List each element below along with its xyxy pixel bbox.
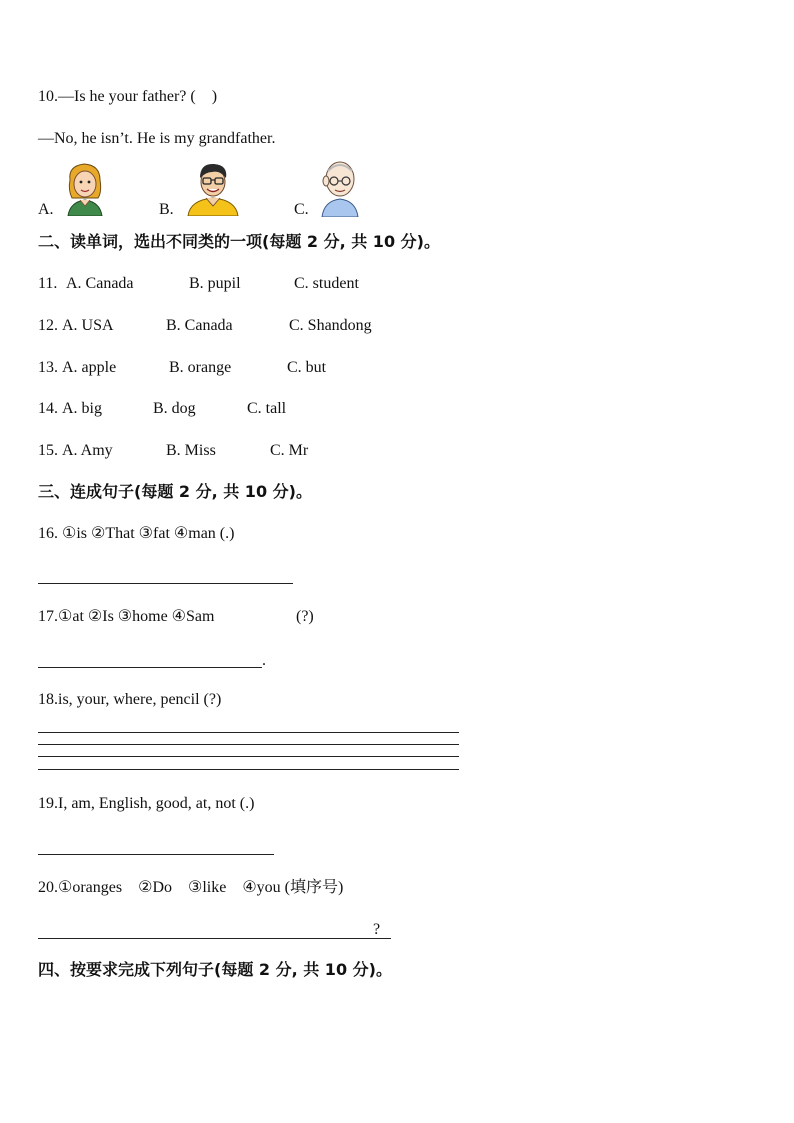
q18-answer-line-4[interactable]: [38, 769, 459, 770]
q18-answer-line-3[interactable]: [38, 756, 459, 757]
q20-answer-line[interactable]: [38, 938, 391, 939]
q16-answer-line[interactable]: [38, 583, 293, 584]
grandfather-portrait-icon: [318, 157, 364, 217]
q12-option-a: A. USA: [62, 317, 114, 334]
q13-option-a: A. apple: [62, 359, 117, 376]
section-3-title: 三、连成句子(每题 2 分, 共 10 分)。: [38, 482, 312, 501]
q14-number: 14.: [38, 400, 58, 417]
q14-option-c: C. tall: [247, 400, 287, 417]
q12-option-c: C. Shandong: [289, 317, 372, 334]
q10-question: 10.—Is he your father? ( ): [38, 88, 218, 105]
q19-prompt: 19.I, am, English, good, at, not (.): [38, 795, 255, 812]
q17-punctuation: (?): [296, 608, 314, 625]
q18-prompt: 18.is, your, where, pencil (?): [38, 691, 222, 708]
q10-option-c-label: C.: [294, 201, 309, 218]
section-2-title: 二、读单词，选出不同类的一项(每题 2 分, 共 10 分)。: [38, 232, 440, 251]
q20-line-end: ?: [373, 921, 381, 938]
q11-option-a: A. Canada: [66, 275, 134, 292]
q15-option-c: C. Mr: [270, 442, 309, 459]
q13-option-b: B. orange: [169, 359, 232, 376]
q13-option-c: C. but: [287, 359, 327, 376]
q17-prompt: 17.①at ②Is ③home ④Sam: [38, 608, 215, 625]
q11-option-b: B. pupil: [189, 275, 241, 292]
q10-answer: —No, he isn’t. He is my grandfather.: [38, 130, 276, 147]
section-4-title: 四、按要求完成下列句子(每题 2 分, 共 10 分)。: [38, 960, 392, 979]
q12-number: 12.: [38, 317, 58, 334]
q19-answer-line[interactable]: [38, 854, 274, 855]
man-with-glasses-portrait-icon: [186, 160, 240, 216]
q15-option-a: A. Amy: [62, 442, 113, 459]
q17-answer-line[interactable]: [38, 667, 262, 668]
q20-prompt: 20.①oranges ②Do ③like ④you (填序号): [38, 879, 344, 896]
q12-option-b: B. Canada: [166, 317, 233, 334]
q16-prompt: 16. ①is ②That ③fat ④man (.): [38, 525, 235, 542]
q15-number: 15.: [38, 442, 58, 459]
q10-option-a-label: A.: [38, 201, 54, 218]
q15-option-b: B. Miss: [166, 442, 216, 459]
q13-number: 13.: [38, 359, 58, 376]
woman-portrait-icon: [64, 160, 106, 216]
q11-option-c: C. student: [294, 275, 359, 292]
q14-option-b: B. dog: [153, 400, 196, 417]
q10-option-b-label: B.: [159, 201, 174, 218]
q11-number: 11.: [38, 275, 62, 292]
q18-answer-line-2[interactable]: [38, 744, 459, 745]
q14-option-a: A. big: [62, 400, 102, 417]
q17-line-end: .: [262, 652, 266, 669]
q18-answer-line-1[interactable]: [38, 732, 459, 733]
